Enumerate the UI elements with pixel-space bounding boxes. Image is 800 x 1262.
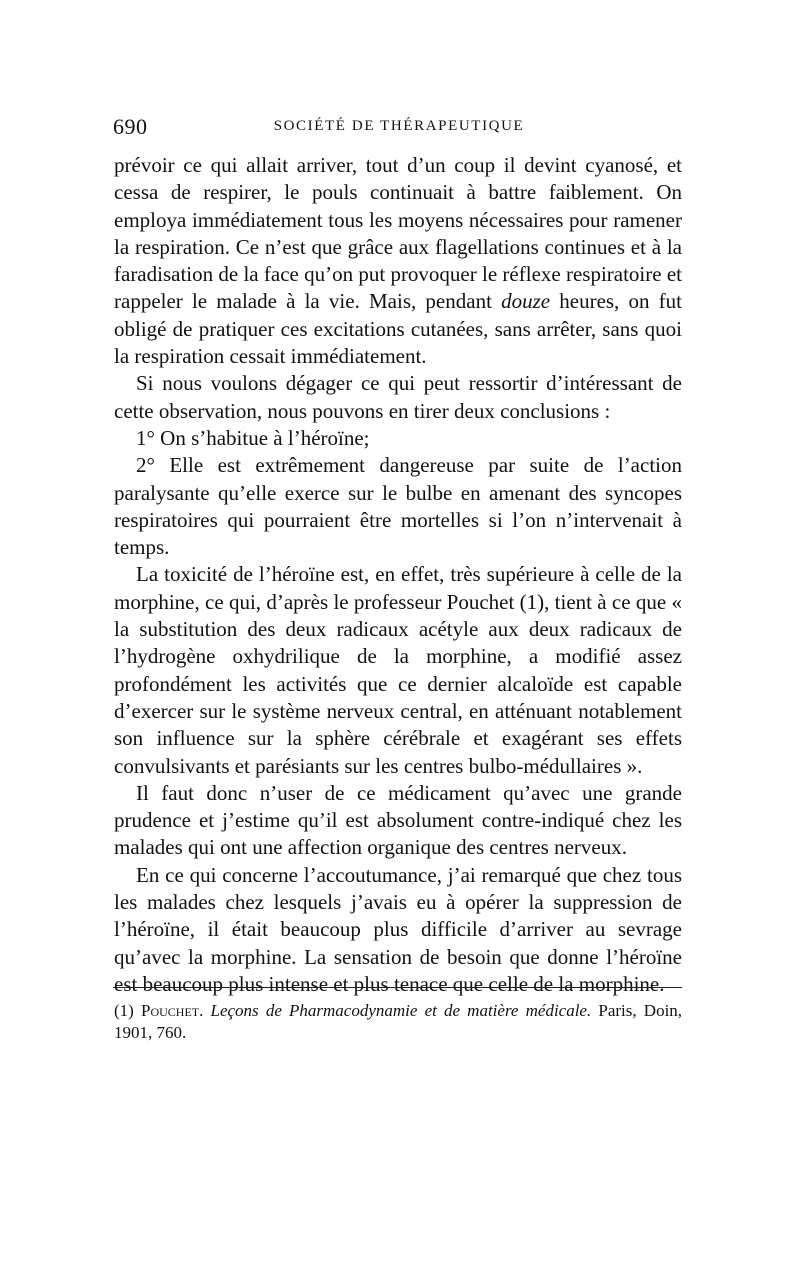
footnote-divider [113, 987, 682, 988]
page-number: 690 [113, 114, 148, 139]
footnote-author: Pouchet. [140, 1001, 204, 1020]
paragraph [114, 862, 682, 998]
text-run: En ce qui concerne l’accoutumance, j’ai remarqué que chez tous les malades chez lesquels j’avais eu à opérer la suppression de l’héroïne, il était beaucoup plus difficile d’arriver au sevrage qu’avec la morphine. La sensation de besoin que donne l’héroïne est beaucoup plus intense et plus tenace que celle de la morphine. [114, 862, 682, 996]
page-header [113, 114, 685, 144]
text-run: Il faut donc n’user de ce médicament qu’avec une grande prudence et j’estime qu’il est absolument contre-indiqué chez les malades qui ont une affection organique des centres nerveux. [114, 780, 682, 860]
list-item [114, 452, 682, 561]
paragraph [114, 561, 682, 779]
text-run: heures, on fut obligé de pratiquer ces excitations cutanées, sans arrêter, sans quoi la respiration cessait immédiatement. [114, 289, 682, 369]
footnote-title: Leçons de Pharmacodynamie et de matière médicale. [210, 1001, 592, 1020]
footnote-marker: (1) [114, 1001, 134, 1020]
paragraph [114, 780, 682, 862]
paragraph [114, 152, 682, 370]
text-run: prévoir ce qui allait arriver, tout d’un coup il devint cyanosé, et cessa de respirer, le pouls continuait à battre faiblement. On employa immédiatement tous les moyens nécessaires pour ramener la respiration. Ce n’est que grâce aux flagellations continues et à la faradisation de la face qu’on put provoquer le réflexe respiratoire et rappeler le malade à la vie. Mais, pendant [114, 153, 682, 314]
paragraph [114, 370, 682, 425]
footnote-publication: Paris, Doin, 1901, 760. [114, 1001, 683, 1042]
text-run: La toxicité de l’héroïne est, en effet, très supérieure à celle de la morphine, ce qui, d’après le professeur Pouchet (1), tient à ce que « la substitution des deux radicaux acétyle aux deux radicaux de l’hydrogène oxhydrilique de la morphine, a modifié assez profondément les activités que ce dernier alcaloïde est capable d’exercer sur le système nerveux central, en atténuant notablement son influence sur la sphère cérébrale et exagérant ses effets convulsivants et parésiants sur les centres bulbo-médullaires ». [114, 562, 682, 778]
list-item [114, 425, 682, 452]
body-text [114, 152, 682, 998]
emphasis-text: douze [501, 289, 551, 314]
text-run: 2° Elle est extrêmement dangereuse par suite de l’action paralysante qu’elle exerce sur le bulbe en amenant des syncopes respiratoires qui pourraient être mortelles si l’on n’intervenait à temps. [114, 453, 682, 560]
text-run: 1° On s’habitue à l’héroïne; [136, 425, 370, 450]
running-head: SOCIÉTÉ DE THÉRAPEUTIQUE [273, 118, 525, 134]
text-run: Si nous voulons dégager ce qui peut ressortir d’intéressant de cette observation, nous pouvons en tirer deux conclusions : [114, 371, 682, 423]
footnote [114, 1000, 682, 1044]
